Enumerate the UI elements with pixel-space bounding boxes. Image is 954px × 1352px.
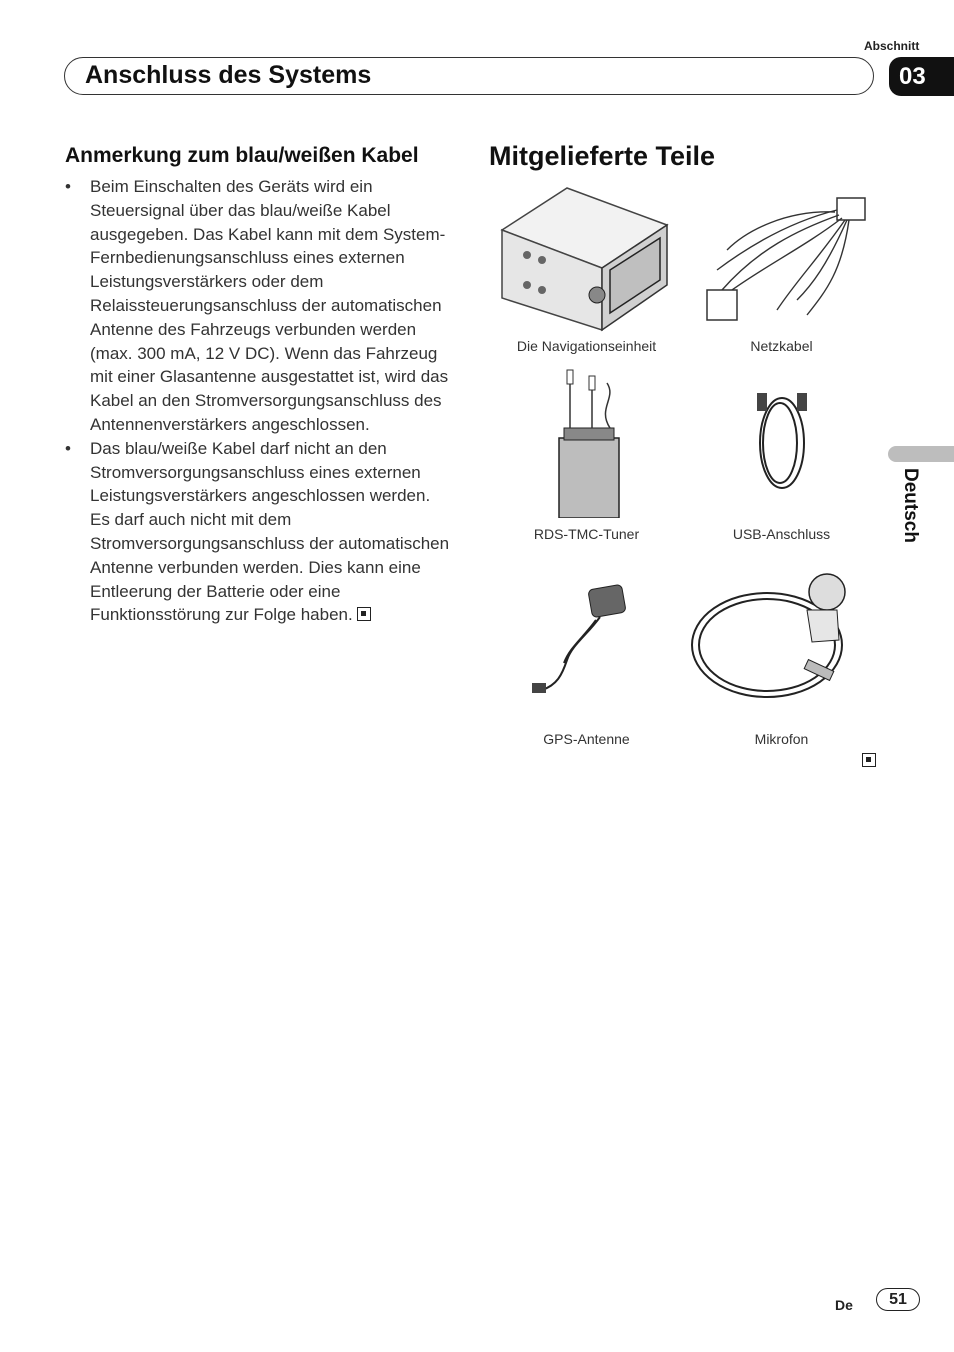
language-tab	[888, 446, 954, 462]
part-rds-tmc-tuner	[489, 368, 684, 518]
gps-antenna-icon	[492, 575, 682, 710]
chapter-title: Anschluss des Systems	[85, 61, 372, 89]
end-of-section-icon	[357, 607, 371, 621]
navigation-unit-icon	[492, 180, 682, 340]
part-gps-antenna	[489, 575, 684, 710]
bullet-text: Das blau/weiße Kabel darf nicht an den Stromversorgungsanschluss eines externen Leistungsverstärkers angeschlossen werden. Es darf auch nicht mit dem Stromversorgungsanschluss der automatischen Antenne verbunden werden. Dies kann eine Entleerung der Batterie oder eine Funktionsstörung zur Folge haben.	[90, 438, 450, 625]
caption-rds-tmc-tuner: RDS-TMC-Tuner	[533, 526, 640, 542]
end-of-section-icon	[862, 753, 876, 767]
chapter-header-bar	[64, 57, 874, 95]
cable-note-section	[65, 142, 450, 627]
supplied-parts-title: Mitgelieferte Teile	[489, 141, 716, 171]
caption-usb-cable: USB-Anschluss	[732, 526, 831, 542]
caption-power-cable: Netzkabel	[750, 338, 813, 354]
cable-note-list	[65, 175, 450, 627]
caption-microphone: Mikrofon	[754, 731, 809, 747]
power-cable-icon	[687, 190, 877, 330]
bullet-text: Beim Einschalten des Geräts wird ein Steuersignal über das blau/weiße Kabel ausgegeben. Das Kabel kann mit dem System-Fernbedienungsanschluss eines externen Leistungsverstärkers oder dem Relaissteuerungsanschluss der automatischen Antenne des Fahrzeugs verbunden werden (max. 300 mA, 12 V DC). Wenn das Fahrzeug mit einer Glasantenne ausgestattet ist, wird das Kabel an den Stromversorgungsanschluss des Antennenverstärkers angeschlossen.	[90, 177, 449, 434]
section-number-badge: 03	[889, 57, 954, 96]
language-label: Deutsch	[900, 468, 921, 543]
usb-cable-icon	[687, 388, 877, 498]
footer-language-code: De	[835, 1297, 853, 1313]
part-microphone	[684, 570, 879, 710]
rds-tmc-tuner-icon	[492, 368, 682, 518]
page-number: 51	[876, 1288, 920, 1311]
cable-note-heading: Anmerkung zum blau/weißen Kabel	[65, 144, 419, 167]
section-label: Abschnitt	[864, 39, 920, 53]
caption-navigation-unit: Die Navigationseinheit	[516, 338, 657, 354]
list-item	[65, 437, 450, 627]
part-power-cable	[684, 190, 879, 330]
part-usb-cable	[684, 388, 879, 498]
part-navigation-unit	[489, 180, 684, 340]
microphone-icon	[687, 570, 877, 710]
list-item	[65, 175, 450, 437]
supplied-parts-grid	[489, 180, 879, 770]
caption-gps-antenna: GPS-Antenne	[543, 731, 630, 747]
